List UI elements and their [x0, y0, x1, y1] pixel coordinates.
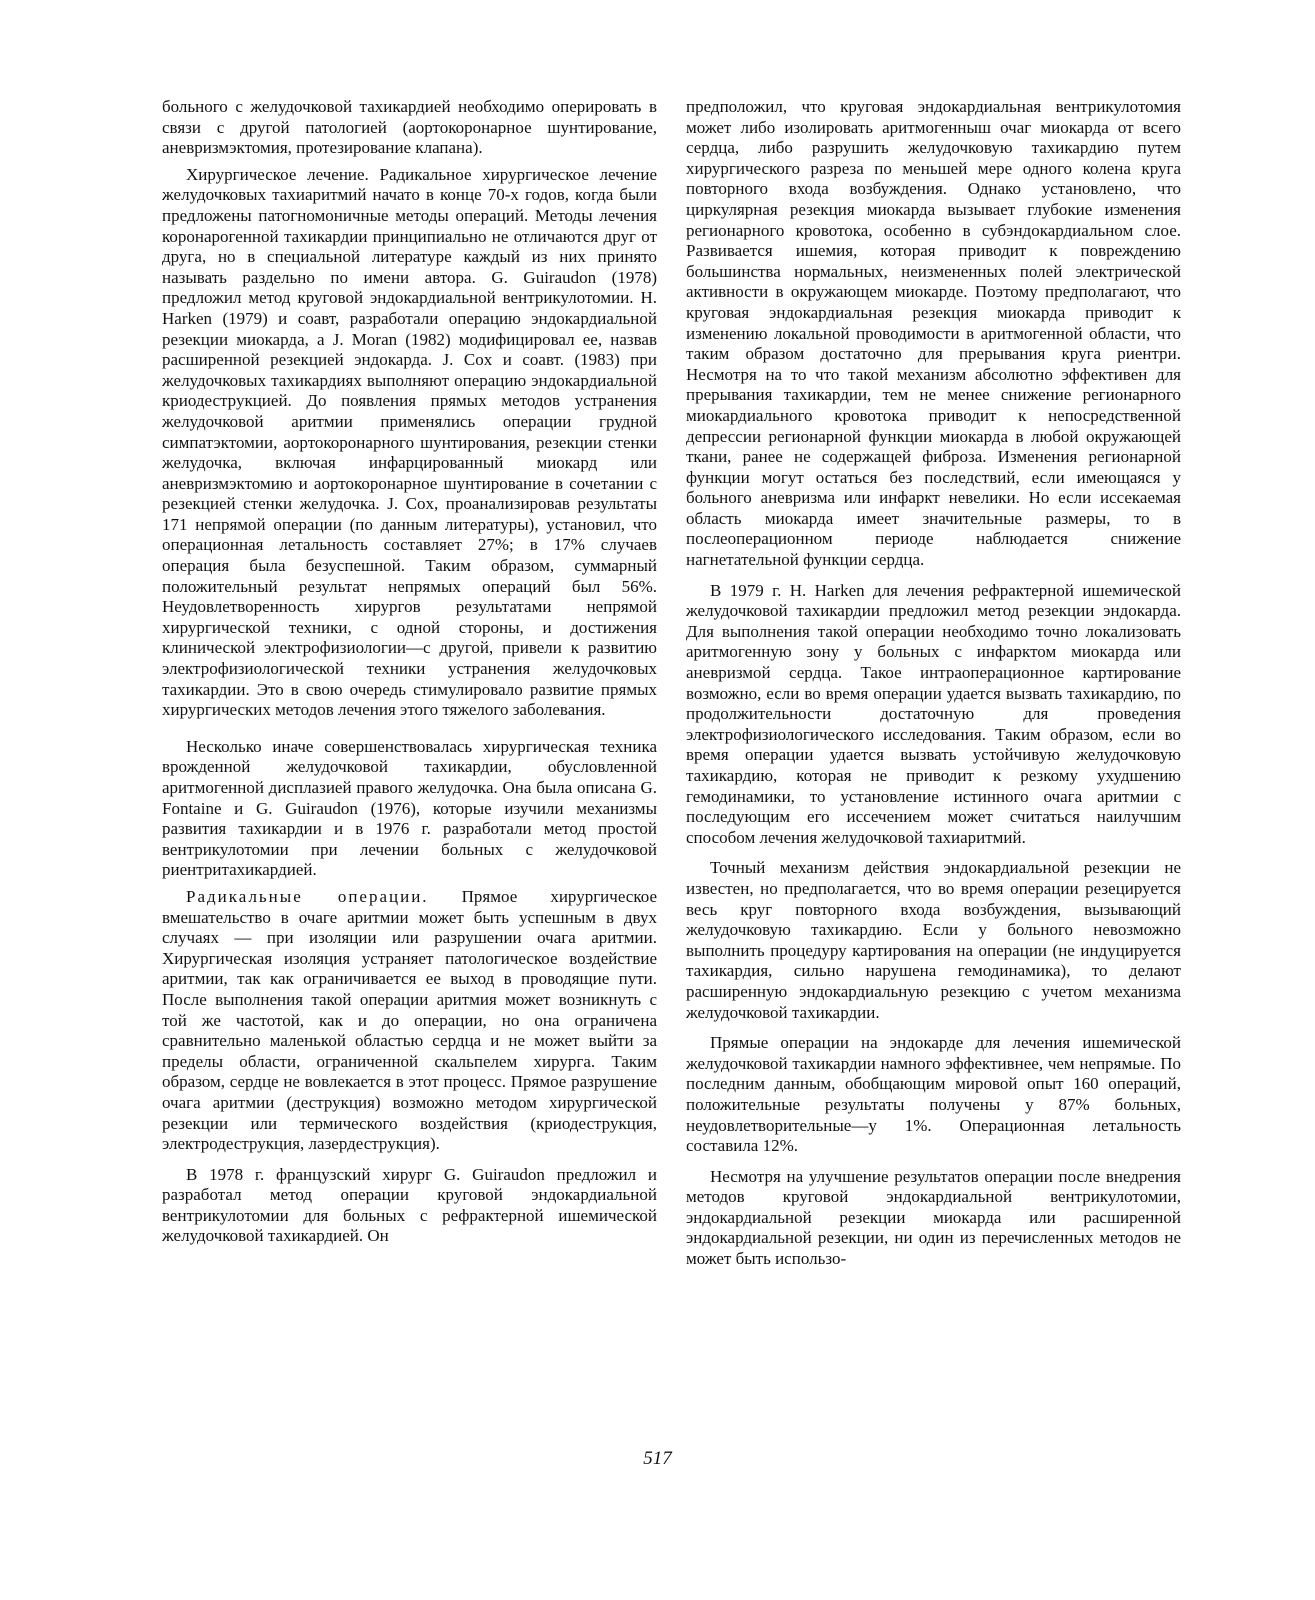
right-paragraph-3: Точный механизм действия эндокардиальной резекции не известен, но предполагается, что во время операции резецируется весь круг повторного входа возбуждения, вызывающий желудочковую тахикардию. Если у больного невозможно выполнить процедуру картирования на операции (не индуцируется тахикардия, сильно нарушена гемодинамика), то делают расширенную эндокардиальную резекцию с учетом механизма желудочковой тахикардии.	[686, 858, 1181, 1022]
left-column	[162, 97, 657, 1247]
right-paragraph-1: предположил, что круговая эндокардиальная вентрикулотомия может либо изолировать аритмогенныш очаг миокарда от всего сердца, либо разрушить желудочковую тахикардию путем хирургического разреза по меньшей мере одного колена круга повторного входа возбуждения. Однако установлено, что циркулярная резекция миокарда вызывает глубокие изменения регионарного кровотока, особенно в субэндокардиальном слое. Развивается ишемия, которая приводит к повреждению большинства нормальных, неизмененных полей электрической активности в окружающем миокарде. Поэтому предполагают, что круговая эндокардиальная резекция миокарда приводит к изменению локальной проводимости в аритмогенной области, что таким образом достаточно для прерывания круга риентри. Несмотря на то что такой механизм абсолютно эффективен для прерывания тахикардии, тем не менее снижение регионарного миокардиального кровотока приводит к непосредственной депрессии регионарной функции миокарда в любой окружающей ткани, ранее не содержащей фиброза. Изменения регионарной функции могут остаться без последствий, если имеющаяся у больного аневризма или инфаркт невелики. Но если иссекаемая область миокарда имеет значительные размеры, то в послеоперационном периоде наблюдается снижение нагнетательной функции сердца.	[686, 97, 1181, 570]
left-paragraph-3: Несколько иначе совершенствовалась хирургическая техника врожденной желудочковой тахикардии, обусловленной аритмогенной дисплазией правого желудочка. Она была описана G. Fontaine и G. Guiraudon (1976), которые изучили механизмы развития тахикардии и в 1976 г. разработали метод простой вентрикулотомии при лечении больных с желудочковой риентритахикардией.	[162, 736, 657, 880]
right-paragraph-2: В 1979 г. H. Harken для лечения рефрактерной ишемической желудочковой тахикардии предложил метод резекции эндокарда. Для выполнения такой операции необходимо точно локализовать аритмогенную зону у больных с инфарктом миокарда или аневризмой сердца. Такое интраоперационное картирование возможно, если во время операции удается вызвать тахикардию, по продолжительности достаточную для проведения электрофизиологического исследования. Таким образом, если во время операции удается вызвать устойчивую желудочковую тахикардию, которая не приводит к резкому ухудшению гемодинамики, то установление истинного очага аритмии с последующим его иссечением может считаться наилучшим способом лечения желудочковой тахиаритмий.	[686, 580, 1181, 847]
left-paragraph-4-text: Прямое хирургическое вмешательство в очаге аритмии может быть успешным в двух случаях — при изоляции или разрушении очага аритмии. Хирургическая изоляция устраняет патологическое воздействие аритмии, так как ограничивается ее выход в проводящие пути. После выполнения такой операции аритмия может возникнуть с той же частотой, как и до операции, но она ограничена сравнительно маленькой областью сердца и не может выйти за пределы области, ограниченной скальпелем хирурга. Таким образом, сердце не вовлекается в этот процесс. Прямое разрушение очага аритмии (деструкция) возможно методом хирургической резекции или термического воздействия (криодеструкция, электродеструкция, лазердеструкция).	[162, 886, 657, 1154]
right-paragraph-5: Несмотря на улучшение результатов операции после внедрения методов круговой эндокардиальной вентрикулотомии, эндокардиальной резекции миокарда или расширенной эндокардиальной резекции, ни один из перечисленных методов не может быть использо-	[686, 1166, 1181, 1269]
page-number: 517	[643, 1448, 672, 1469]
right-column	[686, 97, 1181, 1270]
left-paragraph-1: больного с желудочковой тахикардией необходимо оперировать в связи с другой патологией (аортокоронарное шунтирование, аневризмэктомия, протезирование клапана).	[162, 97, 657, 158]
left-paragraph-4	[162, 887, 657, 1155]
left-paragraph-2: Хирургическое лечение. Радикальное хирургическое лечение желудочковых тахиаритмий начато в конце 70-х годов, когда были предложены патогномоничные методы операций. Методы лечения коронарогенной тахикардии принципиально не отличаются друг от друга, но в специальной литературе каждый из них принято называть раздельно по имени автора. G. Guiraudon (1978) предложил метод круговой эндокардиальной вентрикулотомии. H. Harken (1979) и соавт, разработали операцию эндокардиальной резекции миокарда, а J. Moran (1982) модифицировал ее, назвав расширенной резекцией эндокарда. J. Cox и соавт. (1983) при желудочковых тахикардиях выполняют операцию эндокардиальной криодеструкцией. До появления прямых методов устранения желудочковой аритмии применялись операции грудной симпатэктомии, аортокоронарного шунтирования, резекции стенки желудочка, включая инфарцированный миокард или аневризмэктомию и аортокоронарное шунтирование в сочетании с резекцией стенки желудочка. J. Cox, проанализировав результаты 171 непрямой операции (по данным литературы), установил, что операционная летальность составляет 27%; в 17% случаев операция была безуспешной. Таким образом, суммарный положительный результат непрямых операций был 56%. Неудовлетворенность хирургов результатами непрямой хирургической техники, с одной стороны, и достижения клинической электрофизиологии—с другой, привели к развитию электрофизиологической техники устранения желудочковых тахикардии. Это в свою очередь стимулировало развитие прямых хирургических методов лечения этого тяжелого заболевания.	[162, 164, 657, 720]
right-paragraph-4: Прямые операции на эндокарде для лечения ишемической желудочковой тахикардии намного эффективнее, чем непрямые. По последним данным, обобщающим мировой опыт 160 операций, положительные результаты получены у 87% больных, неудовлетворительные—у 1%. Операционная летальность составила 12%.	[686, 1033, 1181, 1156]
section-heading-radical-operations: Радикальные операции.	[186, 886, 429, 906]
left-paragraph-5: В 1978 г. французский хирург G. Guiraudon предложил и разработал метод операции круговой эндокардиальной вентрикулотомии для больных с рефрактерной ишемической желудочковой тахикардией. Он	[162, 1164, 657, 1246]
